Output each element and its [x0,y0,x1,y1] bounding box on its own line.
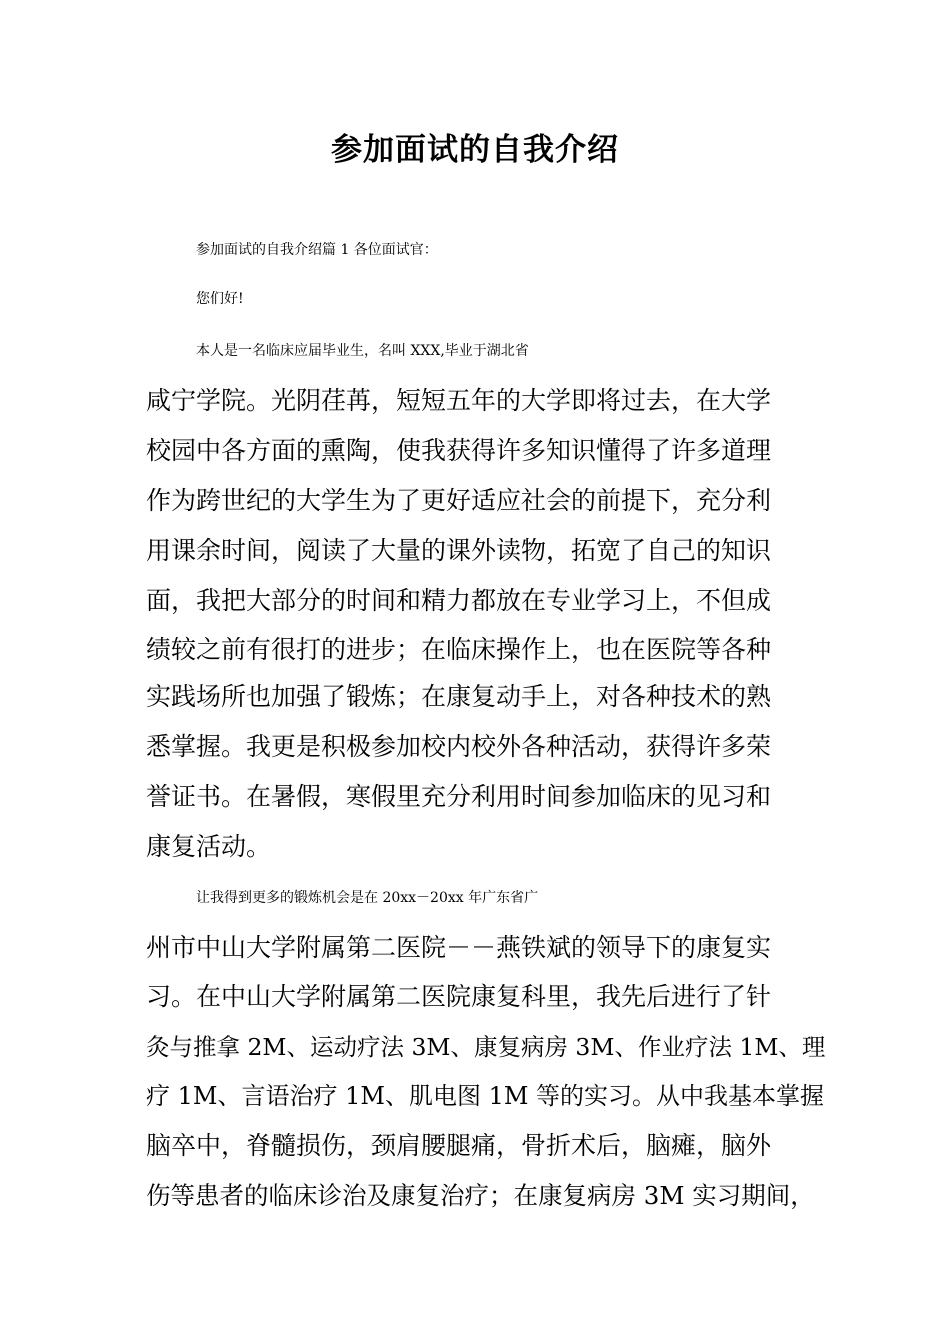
paragraph-line: 州市中山大学附属第二医院－－燕铁斌的领导下的康复实 [146,933,772,962]
paragraph-line: 疗 1M、言语治疗 1M、肌电图 1M 等的实习。从中我基本掌握 [146,1082,825,1110]
paragraph-line: 誉证书。在暑假，寒假里充分利用时间参加临床的见习和 [146,782,772,811]
paragraph-line: 灸与推拿 2M、运动疗法 3M、康复病房 3M、作业疗法 1M、理 [146,1033,826,1061]
paragraph-line: 伤等患者的临床诊治及康复治疗；在康复病房 3M 实习期间， [146,1181,815,1210]
paragraph-line: 实践场所也加强了锻炼；在康复动手上，对各种技术的熟 [146,682,772,711]
paragraph-line: 参加面试的自我介绍篇 1 各位面试官： [196,242,438,258]
paragraph-line: 校园中各方面的熏陶，使我获得许多知识懂得了许多道理 [146,436,772,465]
paragraph-line: 绩较之前有很打的进步；在临床操作上，也在医院等各种 [146,635,772,664]
paragraph-line: 康复活动。 [146,832,272,861]
paragraph-line: 本人是一名临床应届毕业生，名叫 XXX,毕业于湖北省 [196,343,529,359]
paragraph-line: 悉掌握。我更是积极参加校内校外各种活动，获得许多荣 [146,732,772,761]
document-title: 参加面试的自我介绍 [331,132,619,168]
paragraph-line: 用课余时间，阅读了大量的课外读物，拓宽了自己的知识 [146,536,772,565]
paragraph-line: 咸宁学院。光阴荏苒，短短五年的大学即将过去，在大学 [146,386,772,415]
paragraph-line: 让我得到更多的锻炼机会是在 20xx－20xx 年广东省广 [196,890,539,906]
paragraph-line: 脑卒中，脊髓损伤，颈肩腰腿痛，骨折术后，脑瘫，脑外 [146,1131,772,1160]
paragraph-line: 您们好! [196,291,244,307]
paragraph-line: 作为跨世纪的大学生为了更好适应社会的前提下，充分利 [146,486,772,515]
paragraph-line: 面，我把大部分的时间和精力都放在专业学习上，不但成 [146,586,772,615]
paragraph-line: 习。在中山大学附属第二医院康复科里，我先后进行了针 [146,982,772,1011]
